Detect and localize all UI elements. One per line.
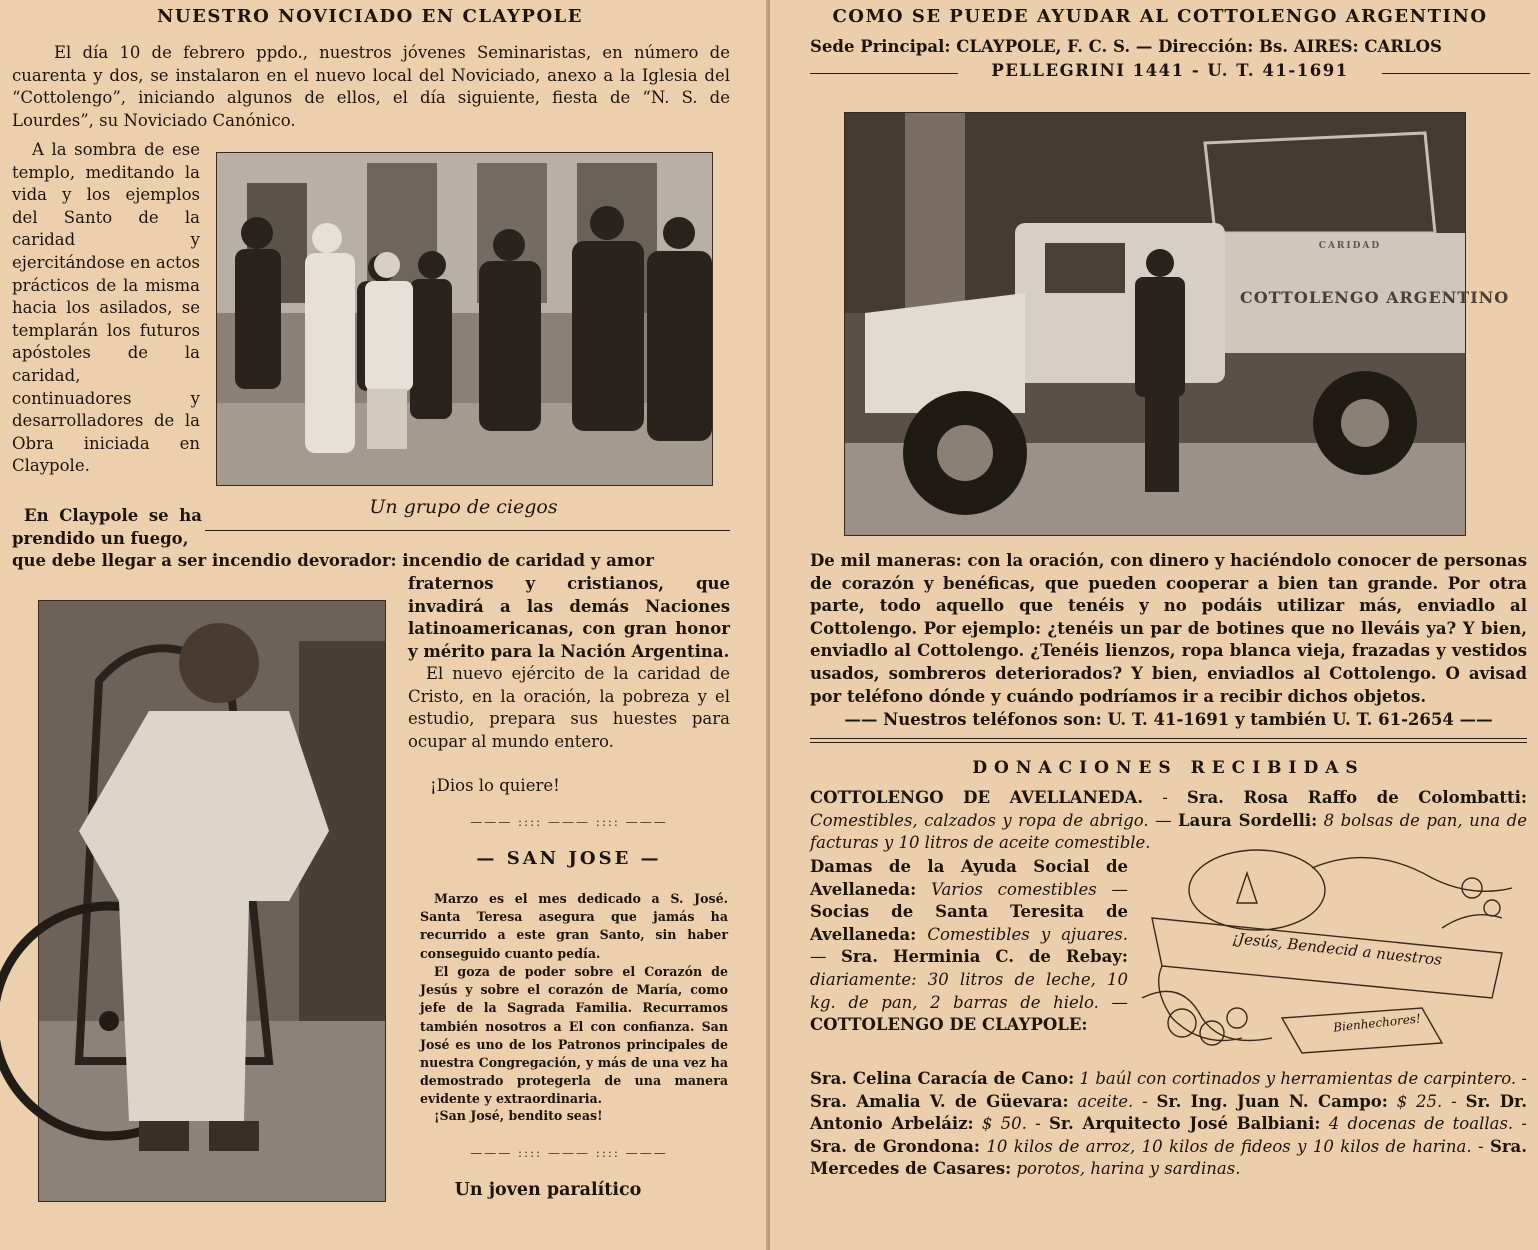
photo-truck xyxy=(844,112,1510,536)
fire-line: que debe llegar a ser incendio devorador: incendio de caridad y amor xyxy=(12,551,654,570)
sede-line-2: PELLEGRINI 1441 - U. T. 41-1691 xyxy=(991,61,1349,80)
help-paragraph: De mil maneras: con la oración, con dinero y haciéndolo conocer de personas de corazón y benéficas, que pueden cooperar a bien tan grande. Por otra parte, todo aquello que tenéis y no podáis utilizar más, enviadlo al Cottolengo. Por ejemplo: ¿tenéis un par de botines que no lleváis ya? Y bien, enviadlo al Cottolengo. ¿Tenéis lienzos, ropa blanca vieja, frazadas y vestidos usados, sombreros deteriorados? Y bien, enviadlos al Cottolengo. O avisad por teléfono dónde y cuándo podríamos ir a recibir dichos objetos. xyxy=(810,551,1527,706)
fire-continuation: fraternos y cristianos, que invadirá a las demás Naciones latinoamericanas, con gran honor y mérito para la Nación Argentina. xyxy=(408,574,730,661)
banner-text: ¡Jesús, Bendecid a nuestros xyxy=(1231,929,1443,969)
donor-damas: Damas de la Ayuda Social de Avellaneda: xyxy=(810,857,1128,899)
donation-cano: 1 baúl con cortinados y herramientas de carpintero. xyxy=(1079,1069,1517,1088)
sede-rule-right xyxy=(1382,73,1530,74)
san-jose-title: — SAN JOSE — xyxy=(476,848,662,869)
donor-socias: Socias de Santa Teresita de Avellaneda: xyxy=(810,902,1128,944)
photo1-caption: Un grupo de ciegos xyxy=(369,496,558,518)
donation-rebay: diariamente: 30 litros de leche, 10 kg. de pan, 2 barras de hielo. xyxy=(810,969,1128,1012)
truck-photo-illustration xyxy=(845,113,1510,535)
donor-rebay: Sra. Herminia C. de Rebay: xyxy=(840,947,1128,967)
ornament-divider-1: ——— :::: ——— :::: ——— xyxy=(470,815,668,829)
donor-raffo: Sra. Rosa Raffo de Colombatti: xyxy=(1186,788,1527,807)
san-jose-paragraph-3: ¡San José, bendito seas! xyxy=(434,1108,603,1123)
ornament-divider-2: ——— :::: ——— :::: ——— xyxy=(470,1146,668,1160)
donor-balbiani: Sr. Arquitecto José Balbiani: xyxy=(1048,1114,1321,1134)
intro-paragraph: El día 10 de febrero ppdo., nuestros jóvenes Seminaristas, en número de cuarenta y dos, se instalaron en el nuevo local del Noviciado, anexo a la Iglesia del “Cottolengo”, iniciando algunos de ellos, el día siguiente, fiesta de “N. S. de Lourdes”, su Noviciado Canónico. xyxy=(12,43,730,130)
right-page xyxy=(770,0,1538,1250)
left-title: NUESTRO NOVICIADO EN CLAYPOLE xyxy=(156,6,584,27)
paralytic-photo-illustration xyxy=(39,601,385,1201)
donation-sordelli: 8 bolsas de pan, una de facturas y 10 litros de aceite comestible. xyxy=(810,810,1527,853)
phones-line: —— Nuestros teléfonos son: U. T. 41-1691 y también U. T. 61-2654 —— xyxy=(844,710,1493,729)
photo2-caption: Un joven paralítico xyxy=(454,1180,642,1200)
caption-divider xyxy=(205,530,730,531)
donations-narrow-block: Damas de la Ayuda Social de Avellaneda: Varios comestibles — Socias de Santa Teresita de Avellaneda: Comestibles y ajuares. — Sra. Herminia C. de Rebay: diariamente: 30 litros de leche, 10 kg. de pan, 2 barras de hielo. — COTTOLENGO DE CLAYPOLE: xyxy=(810,857,1129,1035)
phones-divider-2 xyxy=(810,742,1527,743)
donation-grondona: 10 kilos de arroz, 10 kilos de fideos y 10 kilos de harina. xyxy=(986,1136,1472,1156)
photo-young-paralytic xyxy=(38,600,386,1202)
group-photo-illustration xyxy=(217,153,712,485)
donation-damas: Varios comestibles xyxy=(931,879,1097,899)
donations-title: DONACIONES RECIBIDAS xyxy=(972,758,1365,778)
truck-sign-top: CARIDAD xyxy=(1318,241,1382,251)
donation-raffo: Comestibles, calzados y ropa de abrigo. xyxy=(810,810,1149,830)
donation-balbiani: 4 docenas de toallas. xyxy=(1328,1114,1514,1134)
sede-rule-left xyxy=(810,73,958,74)
donation-campo: $ 25. xyxy=(1396,1091,1443,1111)
donations-avellaneda-block: COTTOLENGO DE AVELLANEDA. - Sra. Rosa Raffo de Colombatti: Comestibles, calzados y ropa de abrigo. — Laura Sordelli: 8 bolsas de pan, una de facturas y 10 litros de aceite comestible. xyxy=(810,788,1527,853)
san-jose-paragraph-1: Marzo es el mes dedicado a S. José. Santa Teresa asegura que jamás ha recurrido a este gran Santo, sin haber conseguido cuanto pedía. xyxy=(420,891,728,961)
photo-group-of-blind-men xyxy=(216,152,713,486)
san-jose-paragraph-2: El goza de poder sobre el Corazón de Jesús y sobre el corazón de María, como jefe de la Sagrada Familia. Recurramos también nosotros a El con confianza. San José es uno de los Patronos principales de nuestra Congregación, y más de una vez ha demostrado protegerla de una manera evidente y extraordinaria. xyxy=(420,964,728,1107)
donations-claypole-block: Sra. Celina Caracía de Cano: 1 baúl con cortinados y herramientas de carpintero. - Sra. Amalia V. de Güevara: aceite. - Sr. Ing. Juan N. Campo: $ 25. - Sr. Dr. Antonio Arbeláiz: $ 50. - Sr. Arquitecto José Balbiani: 4 docenas de toallas. - Sra. de Grondona: 10 kilos de arroz, 10 kilos de fideos y 10 kilos de harina. - Sra. Mercedes de Casares: porotos, harina y sardinas. xyxy=(810,1069,1528,1179)
donor-casares: Sra. Mercedes de Casares: xyxy=(810,1136,1527,1179)
donor-arbelaiz: Sr. Dr. Antonio Arbeláiz: xyxy=(810,1091,1527,1134)
blessing-illustration xyxy=(1142,848,1532,1060)
phones-divider-1 xyxy=(810,738,1527,739)
sede-line: Sede Principal: CLAYPOLE, F. C. S. — Dirección: Bs. AIRES: CARLOS xyxy=(810,37,1442,56)
dios-lo-quiere: ¡Dios lo quiere! xyxy=(430,776,560,795)
left-page xyxy=(0,0,768,1250)
donor-cano: Sra. Celina Caracía de Cano: xyxy=(810,1069,1075,1088)
fire-intro: En Claypole se ha prendido un fuego, xyxy=(12,506,202,548)
donor-org-avellaneda: COTTOLENGO DE AVELLANEDA. xyxy=(810,788,1144,807)
donation-guevara: aceite. xyxy=(1077,1091,1134,1111)
donor-grondona: Sra. de Grondona: xyxy=(810,1136,980,1156)
truck-sign: COTTOLENGO ARGENTINO xyxy=(1240,288,1510,307)
donor-org-claypole: COTTOLENGO DE CLAYPOLE: xyxy=(810,1015,1088,1035)
army-paragraph: El nuevo ejército de la caridad de Cristo, en la oración, la pobreza y el estudio, prepara sus huestes para ocupar al mundo entero. xyxy=(408,664,730,751)
donor-sordelli: Laura Sordelli: xyxy=(1178,810,1318,830)
donation-arbelaiz: $ 50. xyxy=(981,1114,1027,1134)
donor-campo: Sr. Ing. Juan N. Campo: xyxy=(1156,1091,1388,1111)
right-title: COMO SE PUEDE AYUDAR AL COTTOLENGO ARGENTINO xyxy=(832,6,1488,27)
side-paragraph: A la sombra de ese templo, meditando la vida y los ejemplos del Santo de la caridad y ejercitándose en actos prácticos de la misma hacia los asilados, se templarán los futuros apóstoles de la caridad, continuadores y desarrolladores de la Obra iniciada en Claypole. xyxy=(12,140,200,476)
banner-text-2: Bienhechores! xyxy=(1332,1011,1422,1035)
donor-guevara: Sra. Amalia V. de Güevara: xyxy=(810,1091,1069,1111)
donation-socias: Comestibles y ajuares. xyxy=(927,924,1128,944)
donation-casares: porotos, harina y sardinas. xyxy=(1016,1159,1241,1179)
